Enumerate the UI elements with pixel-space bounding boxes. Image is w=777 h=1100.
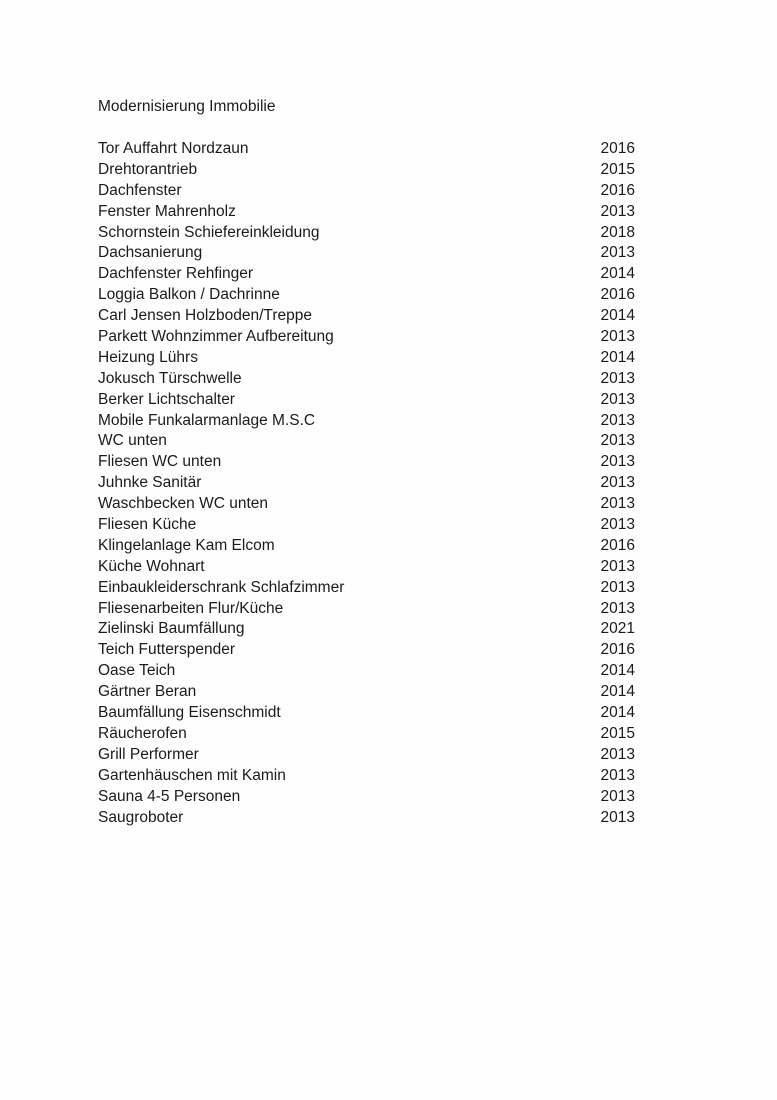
- list-item: [98, 243, 635, 264]
- item-label: Schornstein Schiefereinkleidung: [98, 223, 320, 241]
- item-label: Klingelanlage Kam Elcom: [98, 536, 275, 554]
- list-item: [98, 682, 635, 703]
- list-item: [98, 640, 635, 661]
- page-title: Modernisierung Immobilie: [98, 98, 276, 115]
- list-item: [98, 431, 635, 452]
- list-item: [98, 619, 635, 640]
- item-year: 2015: [600, 724, 635, 742]
- item-label: Fliesen WC unten: [98, 453, 222, 471]
- item-label: Berker Lichtschalter: [98, 390, 235, 408]
- item-year: 2013: [600, 244, 635, 262]
- item-year: 2013: [600, 766, 635, 784]
- list-item: [98, 411, 635, 432]
- list-item: [98, 703, 635, 724]
- list-item: [98, 306, 635, 327]
- item-year: 2013: [600, 578, 635, 596]
- list-item: [98, 787, 635, 808]
- item-year: 2014: [600, 348, 635, 366]
- item-label: Parkett Wohnzimmer Aufbereitung: [98, 328, 334, 346]
- item-label: Räucherofen: [98, 724, 187, 742]
- modernization-list: [98, 139, 635, 828]
- list-item: [98, 808, 635, 829]
- list-item: [98, 223, 635, 244]
- list-item: [98, 724, 635, 745]
- item-label: Saugroboter: [98, 808, 184, 826]
- list-item: [98, 494, 635, 515]
- list-item: [98, 515, 635, 536]
- list-item: [98, 181, 635, 202]
- item-label: Mobile Funkalarmanlage M.S.C: [98, 411, 316, 429]
- list-item: [98, 369, 635, 390]
- item-label: Juhnke Sanitär: [98, 474, 202, 492]
- item-year: 2013: [600, 808, 635, 826]
- item-year: 2014: [600, 662, 635, 680]
- item-label: Oase Teich: [98, 662, 176, 680]
- item-year: 2014: [600, 683, 635, 701]
- list-item: [98, 661, 635, 682]
- item-label: Waschbecken WC unten: [98, 495, 269, 513]
- item-year: 2015: [600, 160, 635, 178]
- item-label: Fenster Mahrenholz: [98, 202, 236, 220]
- item-year: 2013: [600, 390, 635, 408]
- item-year: 2014: [600, 265, 635, 283]
- list-item: [98, 452, 635, 473]
- item-label: Fliesen Küche: [98, 516, 197, 534]
- item-year: 2013: [600, 557, 635, 575]
- item-label: Fliesenarbeiten Flur/Küche: [98, 599, 284, 617]
- list-item: [98, 599, 635, 620]
- item-year: 2013: [600, 432, 635, 450]
- item-year: 2014: [600, 307, 635, 325]
- item-label: Gärtner Beran: [98, 683, 197, 701]
- item-label: Carl Jensen Holzboden/Treppe: [98, 307, 312, 325]
- item-year: 2016: [600, 181, 635, 199]
- item-label: Zielinski Baumfällung: [98, 620, 245, 638]
- list-item: [98, 473, 635, 494]
- item-year: 2016: [600, 641, 635, 659]
- list-item: [98, 264, 635, 285]
- item-year: 2013: [600, 495, 635, 513]
- item-year: 2016: [600, 140, 635, 157]
- list-item: [98, 139, 635, 160]
- list-item: [98, 327, 635, 348]
- list-item: [98, 348, 635, 369]
- item-label: Drehtorantrieb: [98, 160, 198, 178]
- list-item: [98, 578, 635, 599]
- list-item: [98, 285, 635, 306]
- item-label: Baumfällung Eisenschmidt: [98, 704, 281, 722]
- item-year: 2013: [600, 516, 635, 534]
- item-year: 2013: [600, 599, 635, 617]
- list-item: [98, 160, 635, 181]
- item-year: 2021: [600, 620, 635, 638]
- document-content: [98, 96, 635, 828]
- item-label: Loggia Balkon / Dachrinne: [98, 286, 280, 304]
- list-item: [98, 766, 635, 787]
- list-item: [98, 390, 635, 411]
- list-item: [98, 745, 635, 766]
- item-label: Heizung Lührs: [98, 348, 198, 366]
- item-label: Tor Auffahrt Nordzaun: [98, 140, 249, 157]
- item-year: 2013: [600, 411, 635, 429]
- item-year: 2013: [600, 474, 635, 492]
- item-label: Einbaukleiderschrank Schlafzimmer: [98, 578, 345, 596]
- item-label: Gartenhäuschen mit Kamin: [98, 766, 286, 784]
- list-item: [98, 202, 635, 223]
- item-year: 2016: [600, 536, 635, 554]
- item-label: Teich Futterspender: [98, 641, 235, 659]
- item-label: Dachsanierung: [98, 244, 203, 262]
- item-year: 2013: [600, 328, 635, 346]
- item-year: 2013: [600, 369, 635, 387]
- item-label: Dachfenster Rehfinger: [98, 265, 254, 283]
- item-year: 2013: [600, 202, 635, 220]
- item-label: Jokusch Türschwelle: [98, 369, 242, 387]
- item-label: WC unten: [98, 432, 167, 450]
- list-item: [98, 557, 635, 578]
- item-year: 2013: [600, 787, 635, 805]
- item-year: 2018: [600, 223, 635, 241]
- item-year: 2014: [600, 704, 635, 722]
- item-label: Küche Wohnart: [98, 557, 205, 575]
- list-item: [98, 536, 635, 557]
- item-year: 2013: [600, 453, 635, 471]
- item-label: Dachfenster: [98, 181, 182, 199]
- item-label: Sauna 4-5 Personen: [98, 787, 241, 805]
- item-label: Grill Performer: [98, 745, 199, 763]
- item-year: 2016: [600, 286, 635, 304]
- item-year: 2013: [600, 745, 635, 763]
